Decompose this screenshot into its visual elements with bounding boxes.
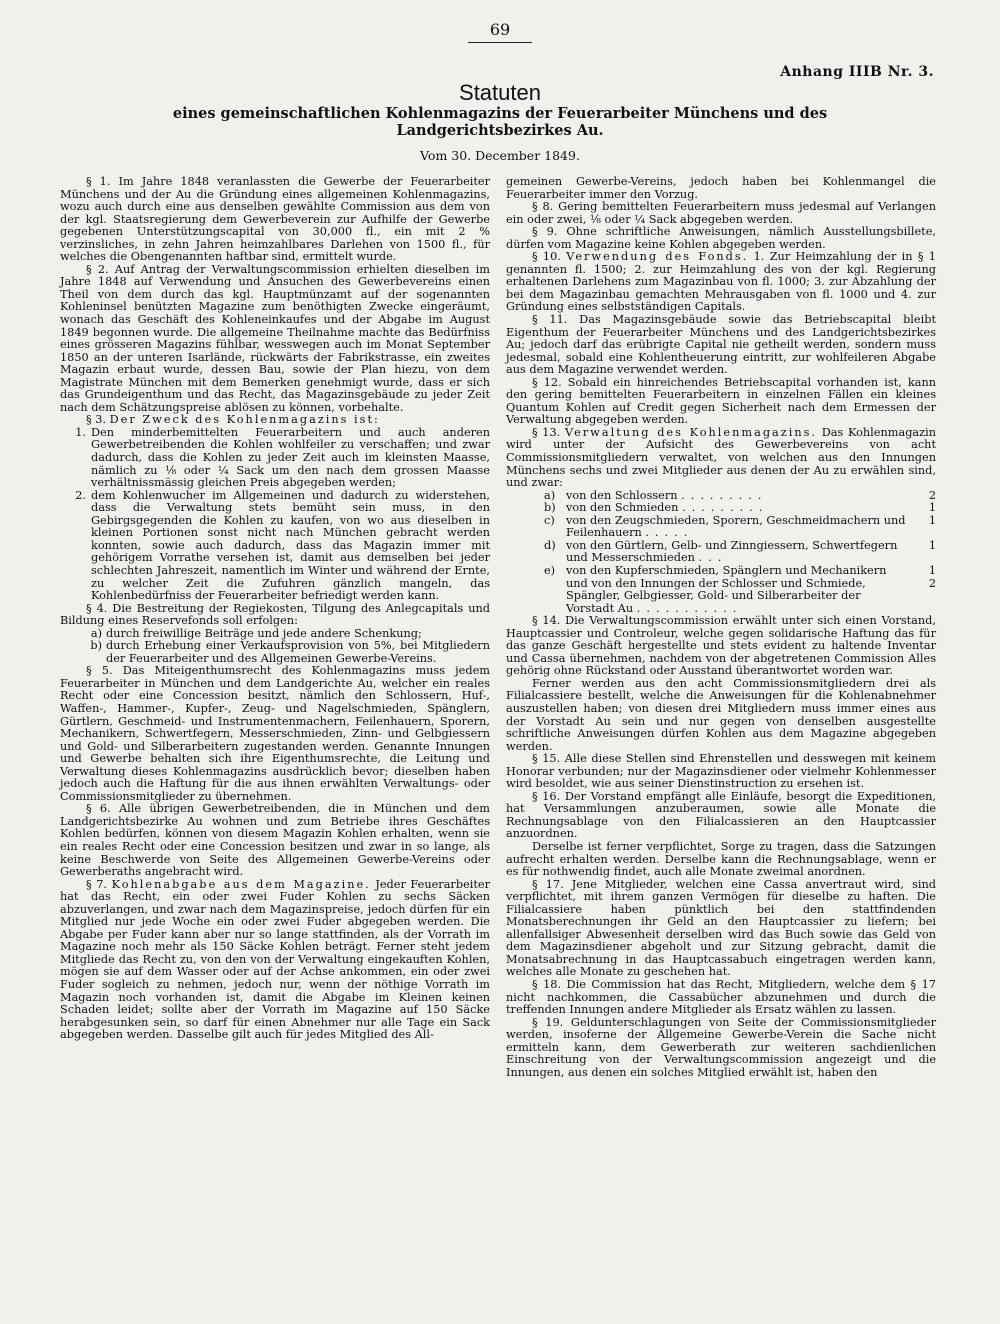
section-heading: Der Zweck des Kohlenmagazins ist: [109,413,380,427]
section-number: § 7. [85,877,107,891]
paragraph-s13 [506,427,936,490]
paragraph-s19: § 19. Geldunterschlagungen von Seite der Commissionsmitglieder werden, insoferne der Allgemeine Gewerbe-Verein die Sache nicht ermitteln kann, dem Gewerberath zur weiteren sachdienlichen Einschreitung von der Verwaltungscommission angezeigt und die Innungen, aus denen ein solches Mitglied erwählt ist, haben den [506,1015,936,1079]
list-label: 1. [75,425,86,439]
page-number: 69 [489,20,511,39]
document-date: Vom 30. December 1849. [420,148,580,163]
member-count: 1 [928,501,936,515]
list-text: und von den Innungen der Schlosser und Schmiede, Spängler, Gelbgiesser, Gold- und Silberarbeiter der Vorstadt Au ........... [566,576,866,615]
paragraph-s14: § 14. Die Verwaltungscommission erwählt unter sich einen Vorstand, Hauptcassier und Controleur, welche gegen solidarische Haftung das für das ganze Geschäft hergestellte und stets evident zu haltende Inventar und Cassa übernehmen, nachdem von der abgetretenen Commission Alles gehörig ohne Rückstand oder Ausstand überantwortet worden war. [506,614,936,678]
list-text: von den Zeugschmieden, Sporern, Geschmeidmachern und Feilenhauern ..... [566,513,906,540]
section-body: 1. Zur Heimzahlung der in § 1 genannten fl. 1500; 2. zur Heimzahlung des von der kgl. Regierung erhaltenen Darlehens zum Magazinbau von fl. 1000; 3. zur Abzahlung der bei dem Magazinbau gemachten Mehrausgaben von fl. 1000 und 4. zur Gründung eines selbstständigen Capitals. [506,250,936,314]
paragraph-s11: § 11. Das Magazinsgebäude sowie das Betriebscapital bleibt Eigenthum der Feuerarbeiter Münchens und des Landgerichtsbezirkes Au; jedoch darf das erübrigte Capital nie getheilt werden, sondern muss jedesmal, sobald eine Kohlentheuerung eintritt, zur wohlfeileren Abgabe aus dem Magazine verwendet werden. [506,313,936,377]
list-label: c) [544,513,555,527]
member-count: 1 [928,563,936,577]
section-body: Jeder Feuerarbeiter hat das Recht, ein oder zwei Fuder Kohlen zu sechs Säcken abzuverlangen, und zwar nach dem Magazinspreise, jedoch dürfen für ein Mitglied nur jede Woche ein oder zwei Fuder abgegeben werden. Die Abgabe per Fuder kann aber nur so lange stattfinden, als der Vorrath im Magazine noch mehr als 150 Säcke Kohlen beträgt. Ferner steht jedem Mitgliede das Recht zu, von den von der Verwaltung eingekauften Kohlen, mögen sie auf dem Wasser oder auf der Achse ankommen, ein oder zwei Fuder sogleich zu nehmen, jedoch nur, wenn der nöthige Vorrath im Magazin noch vorhanden ist, damit die Abgabe im Kleinen keinen Schaden leidet; sollte aber der Vorrath im Magazine auf 150 Säcke herabgesunken sein, so darf für einen Abnehmer nur alle Tage ein Sack abgegeben werden. Dasselbe gilt auch für jedes Mitglied des All- [60,877,490,1042]
list-text: von den Schmieden ......... [566,501,769,515]
paragraph-s16-b: Derselbe ist ferner verpflichtet, Sorge zu tragen, dass die Satzungen aufrecht erhalten werden. Derselbe kann die Rechnungsablage, wenn er es für nothwendig findet, auch alle Monate zweimal anordnen. [506,839,936,879]
list-label [544,578,566,616]
section-number: § 10. [531,250,561,264]
section-body: Das Kohlenmagazin wird unter der Aufsicht des Gewerbevereins von acht Commissionsmitgliedern verwaltet, von welchen aus den Innungen Münchens sechs und zwei Mitglieder aus denen der Au zu erwählen sind, und zwar: [506,425,937,490]
document-title: Statuten [459,80,541,105]
paragraph-s7-continued: gemeinen Gewerbe-Vereins, jedoch haben bei Kohlenmangel die Feuerarbeiter immer den Vorzug. [506,175,936,201]
list-text: dem Kohlenwucher im Allgemeinen und dadurch zu widerstehen, dass die Verwaltung stets bemüht sein muss, in den Gebirgsgegenden die Kohlen zu kaufen, von wo aus dieselben in kleinen Portionen sonst nicht nach München gebracht werden konnten, sowie auch dadurch, dass das Magazin immer mit gehörigem Vorrathe versehen ist, damit aus demselben bei jeder schlechten Jahreszeit, namentlich im Winter und während der Ernte, zu welcher Zeit die Zufuhren gänzlich mangeln, das Kohlenbedürfniss der Feuerarbeiter befriedigt werden kann. [91,488,490,603]
member-count: 1 [928,513,936,527]
paragraph-s12: § 12. Sobald ein hinreichendes Betriebscapital vorhanden ist, kann den gering bemittelten Feuerarbeitern in einzelnen Fällen ein kleines Quantum Kohlen auf Credit gegen Sicherheit nach dem Ermessen der Verwaltung abgegeben werden. [506,375,936,427]
member-count: 1 [928,538,936,552]
list-item [60,640,490,665]
list-text: durch Erhebung einer Verkaufsprovision von 5%, bei Mitgliedern der Feuerarbeiter und des Allgemeinen Gewerbe-Vereins. [106,639,490,665]
paragraph-s9: § 9. Ohne schriftliche Anweisungen, nämlich Ausstellungsbillete, dürfen vom Magazine keine Kohlen abgegeben werden. [506,225,936,251]
list-label: e) [544,563,556,577]
paragraph-s17: § 17. Jene Mitglieder, welchen eine Cassa anvertraut wird, sind verpflichtet, mit ihrem ganzen Vermögen für dieselbe zu haften. Die Filialcassiere haben pünktlich bei den stattfindenden Monatsberechnungen ihr Geld an den Hauptcassier zu liefern; bei allenfallsiger Abwesenheit derselben wird das Buch sowie das Geld von dem Magazinsdiener abgeholt und zur Sitzung gebracht, damit die Monatsabrechnung in das Hauptcassabuch eingetragen werden kann, welches alle Monate zu geschehen hat. [506,877,936,979]
paragraph-s6: § 6. Alle übrigen Gewerbetreibenden, die in München und dem Landgerichtsbezirke Au wohnen und zum Betriebe ihres Geschäftes Kohlen bedürfen, können von diesem Magazin Kohlen erhalten, wenn sie ein reales Recht oder eine Concession besitzen und zwar in so lange, als keine Beschwerde von Seite des Allgemeinen Gewerbe-Vereins oder Gewerberaths angebracht wird. [60,802,490,879]
list-text: von den Kupferschmieden, Spänglern und Mechanikern [566,563,887,577]
representation-row [506,515,936,540]
paragraph-s18: § 18. Die Commission hat das Recht, Mitgliedern, welche dem § 17 nicht nachkommen, die Cassabücher abzunehmen und durch die treffenden Innungen andere Mitglieder als Ersatz wählen zu lassen. [506,978,936,1017]
paragraph-s4: § 4. Die Bestreitung der Regiekosten, Tilgung des Anlegcapitals und Bildung eines Reservefonds soll erfolgen: [60,601,490,628]
list-text: von den Schlossern ......... [566,488,768,502]
list-text: durch freiwillige Beiträge und jede andere Schenkung; [106,626,422,640]
paragraph-s1: § 1. Im Jahre 1848 veranlassten die Gewerbe der Feuerarbeiter Münchens und der Au die Gründung eines allgemeinen Kohlenmagazins, wozu auch durch eine aus denselben gewählte Commission aus dem von der kgl. Staatsregierung dem Gewerbeverein zur Aufhilfe der Gewerbe gegebenen Unterstützungscapital von 30,000 fl., ein mit 2 % verzinsliches, in zehn Jahren heimzahlbares Darlehen von 1500 fl., für welches die Obengenannten haftbar sind, ermittelt wurde. [60,175,490,264]
section-heading: Verwendung des Fonds. [566,250,749,264]
section-heading: Verwaltung des Kohlenmagazins. [564,425,818,439]
section-number: § 13. [531,425,561,439]
list-item [60,427,490,490]
right-column [506,176,936,1079]
document-subtitle: eines gemeinschaftlichen Kohlenmagazins der Feuerarbeiter Münchens und des Landgerichtsbezirkes Au. [172,105,828,139]
paragraph-s8: § 8. Gering bemittelten Feuerarbeitern muss jedesmal auf Verlangen ein oder zwei, ⅛ oder ¼ Sack abgegeben werden. [506,200,936,226]
list-label: b) [90,639,102,653]
section-heading: Kohlenabgabe aus dem Magazine. [111,877,371,891]
paragraph-s14-b: Ferner werden aus den acht Commissionsmitgliedern drei als Filialcassiere bestellt, welche die Anweisungen für die Kohlenabnehmer auszustellen haben; von diesen drei Mitgliedern muss immer eines aus der Vorstadt Au sein und nur gegen von denselben ausgestellte schriftliche Anweisungen dürfen Kohlen aus dem Magazine abgegeben werden. [506,676,936,753]
member-count: 2 [928,576,936,590]
paragraph-s15: § 15. Alle diese Stellen sind Ehrenstellen und desswegen mit keinem Honorar verbunden; nur der Magazinsdiener oder vielmehr Kohlenmesser wird besoldet, wie aus seiner Dienstinstruction zu ersehen ist. [506,752,936,791]
paragraph-s7 [60,879,490,1042]
paragraph-s10 [506,251,936,314]
representation-row [506,578,936,616]
list-label: b) [544,501,556,515]
list-item [60,490,490,603]
list-label: 2. [75,488,86,502]
list-label: a) [544,488,556,502]
representation-row [506,540,936,565]
section-number: § 3. [85,413,107,427]
list-label: d) [544,538,556,552]
page-number-rule [468,42,532,43]
paragraph-s16: § 16. Der Vorstand empfängt alle Einläufe, besorgt die Expeditionen, hat Versammlungen anzuberaumen, sowie alle Monate die Rechnungsablage von den Filialcassieren an den Hauptcassier anzuordnen. [506,789,936,841]
member-count: 2 [928,488,936,502]
paragraph-s5: § 5. Das Miteigenthumsrecht des Kohlenmagazins muss jedem Feuerarbeiter in München und dem Landgerichte Au, welcher ein reales Recht oder eine Concession besitzt, nämlich den Schlossern, Huf-, Waffen-, Hammer-, Kupfer-, Zeug- und Nagelschmieden, Spänglern, Gürtlern, Geschmeid- und Instrumentenmachern, Feilenhauern, Sporern, Mechanikern, Schwertfegern, Messerschmieden, Zinn- und Gelbgiessern und Gold- und Silberarbeitern zugestanden werden. Genannte Innungen und Gewerbe behalten sich ihre Eigenthumsrechte, die Leitung und Verwaltung dieses Kohlenmagazins ausdrücklich bevor; dieselben haben jedoch auch die Haftung für die aus ihnen erwählten Verwaltungs- oder Commissionsmitglieder zu übernehmen. [60,664,490,803]
list-text: von den Gürtlern, Gelb- und Zinngiessern, Schwertfegern und Messerschmieden ... [566,538,898,565]
appendix-reference: Anhang IIIB Nr. 3. [780,64,934,80]
left-column [60,176,490,1042]
list-label: a) [90,626,102,640]
list-text: Den minderbemittelten Feuerarbeitern und auch anderen Gewerbetreibenden die Kohlen wohlfeiler zu verschaffen; und zwar dadurch, dass die Kohlen zu jeder Zeit auch im kleinsten Maasse, nämlich zu ⅛ oder ¼ Sack um den nach dem grossen Maasse verhältnissmässig gleichen Preis abgegeben werden; [91,425,490,490]
paragraph-s2: § 2. Auf Antrag der Verwaltungscommission erhielten dieselben im Jahre 1848 auf Verwendung und Ansuchen des Gewerbevereins einen Theil von dem durch das kgl. Hauptmünzamt auf der sogenannten Kohleninsel benützten Magazine zum benöthigten Zwecke eingeräumt, wonach das Geschäft des Kohleneinkaufes und der Abgabe im August 1849 begonnen wurde. Die allgemeine Theilnahme machte das Bedürfniss eines grösseren Magazins fühlbar, wesswegen auch im Monat September 1850 an der unteren Isarlände, rückwärts der Fabrikstrasse, ein zweites Magazin erbaut wurde, dessen Bau, sowie der Plan hiezu, von dem Magistrate München mit dem Bemerken genehmigt wurde, dass er sich das Grundeigenthum und das Recht, das Magazinsgebäude zu jeder Zeit nach dem Schätzungspreise ablösen zu können, vorbehalte. [60,262,490,414]
